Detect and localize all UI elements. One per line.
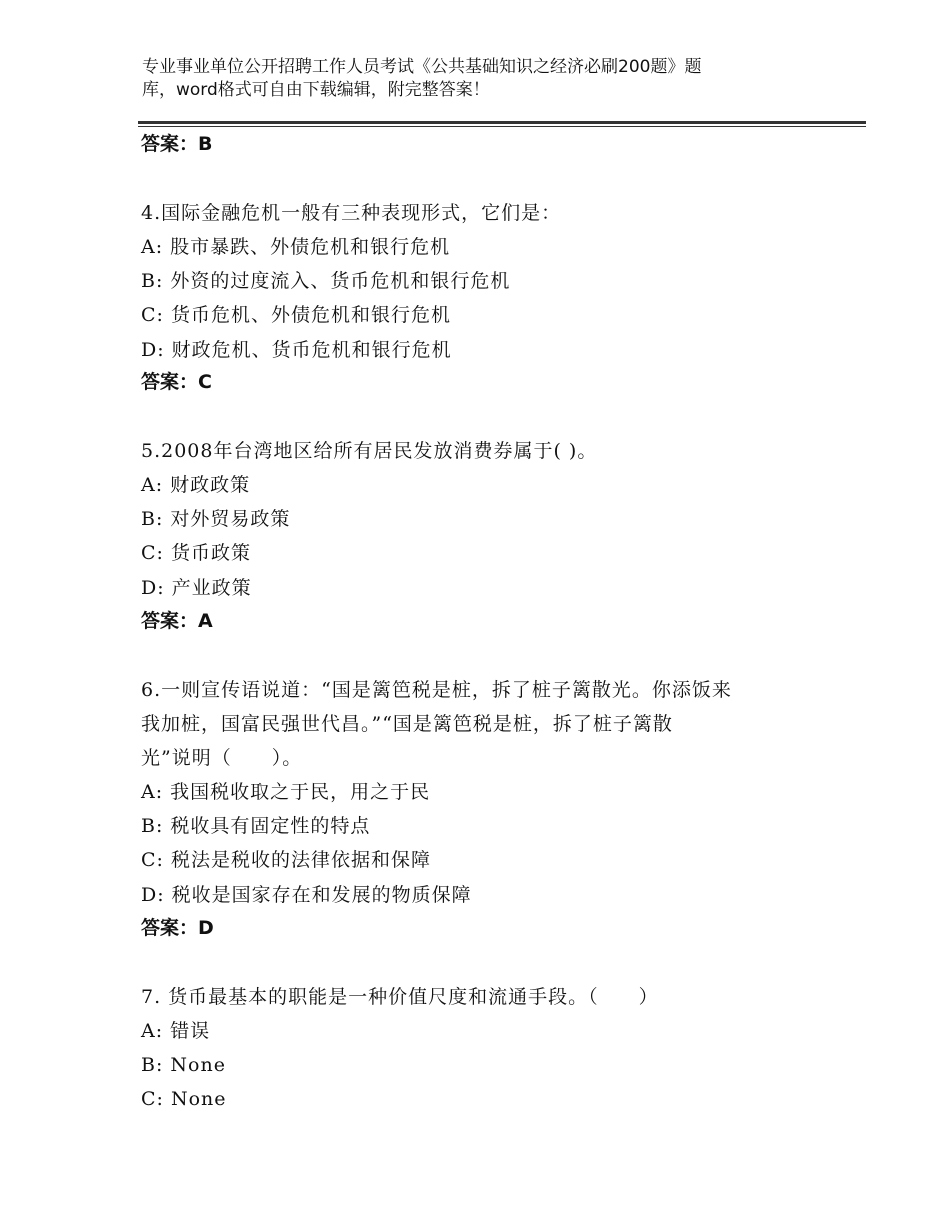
question-4 [141, 196, 821, 367]
option-d: D: 产业政策 [141, 576, 252, 599]
option-b: B: 对外贸易政策 [141, 508, 291, 531]
header-line-1: 专业事业单位公开招聘工作人员考试《公共基础知识之经济必刷200题》题 [142, 57, 702, 77]
question-7 [141, 980, 821, 1117]
question-stem-line-2: 我加桩，国富民强世代昌。”“国是篱笆税是桩，拆了桩子篱散 [141, 713, 673, 735]
answer-question-5: 答案：A [141, 610, 213, 632]
answer-previous: 答案：B [141, 133, 213, 155]
document-header [142, 56, 782, 102]
question-5 [141, 434, 821, 605]
header-divider-thick [138, 121, 866, 124]
option-b: B: None [141, 1054, 226, 1077]
option-a: A: 错误 [141, 1020, 211, 1042]
question-6 [141, 673, 821, 912]
option-d: D: 税收是国家存在和发展的物质保障 [141, 883, 472, 906]
question-stem-line-3: 光”说明（ ）。 [141, 747, 303, 769]
answer-question-4: 答案：C [141, 371, 212, 393]
option-c: C: 税法是税收的法律依据和保障 [141, 849, 431, 872]
option-c: C: 货币政策 [141, 542, 251, 565]
option-b: B: 外资的过度流入、货币危机和银行危机 [141, 270, 511, 293]
answer-question-6: 答案：D [141, 917, 214, 939]
question-stem: 5.2008年台湾地区给所有居民发放消费券属于( )。 [141, 440, 598, 462]
header-line-2: 库，word格式可自由下载编辑，附完整答案！ [142, 80, 490, 100]
question-stem: 7. 货币最基本的职能是一种价值尺度和流通手段。（ ） [141, 986, 659, 1008]
question-stem-line-1: 6.一则宣传语说道：“国是篱笆税是桩，拆了桩子篱散光。你添饭来 [141, 679, 732, 701]
option-a: A: 股市暴跌、外债危机和银行危机 [141, 236, 451, 258]
option-c: C: 货币危机、外债危机和银行危机 [141, 304, 451, 327]
header-divider-thin [138, 126, 866, 127]
option-c: C: None [141, 1088, 227, 1111]
option-a: A: 财政政策 [141, 474, 251, 496]
option-a: A: 我国税收取之于民，用之于民 [141, 781, 431, 803]
option-d: D: 财政危机、货币危机和银行危机 [141, 338, 452, 361]
question-stem: 4.国际金融危机一般有三种表现形式，它们是： [141, 202, 562, 224]
option-b: B: 税收具有固定性的特点 [141, 815, 371, 838]
